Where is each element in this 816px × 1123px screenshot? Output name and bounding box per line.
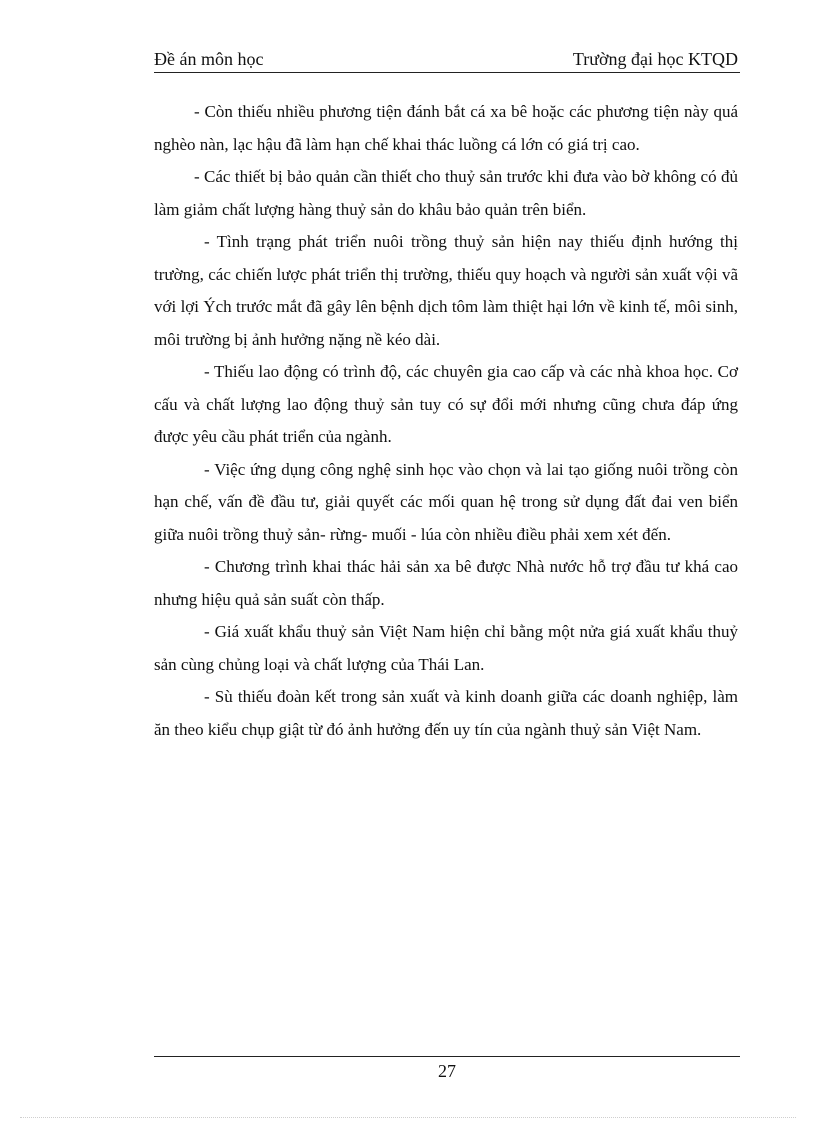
- header-university-name: Trường đại học KTQD: [572, 49, 738, 69]
- paragraph-skilled-labor: - Thiếu lao động có trình độ, các chuyên gia cao cấp và các nhà khoa học. Cơ cấu và chất lượng lao động thuỷ sản tuy có sự đổi mới nhưng cũng chưa đáp ứng được yêu cầu phát triển của ngành.: [154, 362, 738, 446]
- body-text: [154, 96, 738, 746]
- page-bottom-edge: [20, 1117, 796, 1118]
- paragraph-aquaculture-orientation: - Tình trạng phát triển nuôi trồng thuỷ sản hiện nay thiếu định hướng thị trường, các chiến lược phát triển thị trường, thiếu quy hoạch và người sản xuất vội vã với lợi Ých trước mắt đã gây lên bệnh dịch tôm làm thiệt hại lớn về kinh tế, môi sinh, môi trường bị ảnh hưởng nặng nề kéo dài.: [154, 232, 738, 349]
- paragraph-preservation-equipment: - Các thiết bị bảo quản cần thiết cho thuỷ sản trước khi đưa vào bờ không có đủ làm giảm chất lượng hàng thuỷ sản do khâu bảo quản trên biển.: [154, 167, 738, 219]
- paragraph-export-price: - Giá xuất khẩu thuỷ sản Việt Nam hiện chỉ bằng một nửa giá xuất khẩu thuỷ sản cùng chủng loại và chất lượng của Thái Lan.: [154, 622, 738, 674]
- paragraph-fishing-equipment: - Còn thiếu nhiều phương tiện đánh bắt cá xa bê hoặc các phương tiện này quá nghèo nàn, lạc hậu đã làm hạn chế khai thác luồng cá lớn có giá trị cao.: [154, 102, 738, 154]
- paragraph-biotechnology: - Việc ứng dụng công nghệ sinh học vào chọn và lai tạo giống nuôi trồng còn hạn chế, vấn đề đầu tư, giải quyết các mối quan hệ trong sử dụng đất đai ven biển giữa nuôi trồng thuỷ sản- rừng- muối - lúa còn nhiều điều phải xem xét đến.: [154, 459, 738, 544]
- page-header: [154, 48, 740, 73]
- paragraph-offshore-program: - Chương trình khai thác hải sản xa bê được Nhà nước hỗ trợ đầu tư khá cao nhưng hiệu quả sản suất còn thấp.: [154, 557, 738, 609]
- paragraph-business-cooperation: - Sù thiếu đoàn kết trong sản xuất và kinh doanh giữa các doanh nghiệp, làm ăn theo kiểu chụp giật từ đó ảnh hưởng đến uy tín của ngành thuỷ sản Việt Nam.: [154, 687, 738, 739]
- page-number: 27: [438, 1061, 456, 1081]
- header-course-title: Đề án môn học: [154, 49, 264, 69]
- footer-divider: [154, 1056, 740, 1057]
